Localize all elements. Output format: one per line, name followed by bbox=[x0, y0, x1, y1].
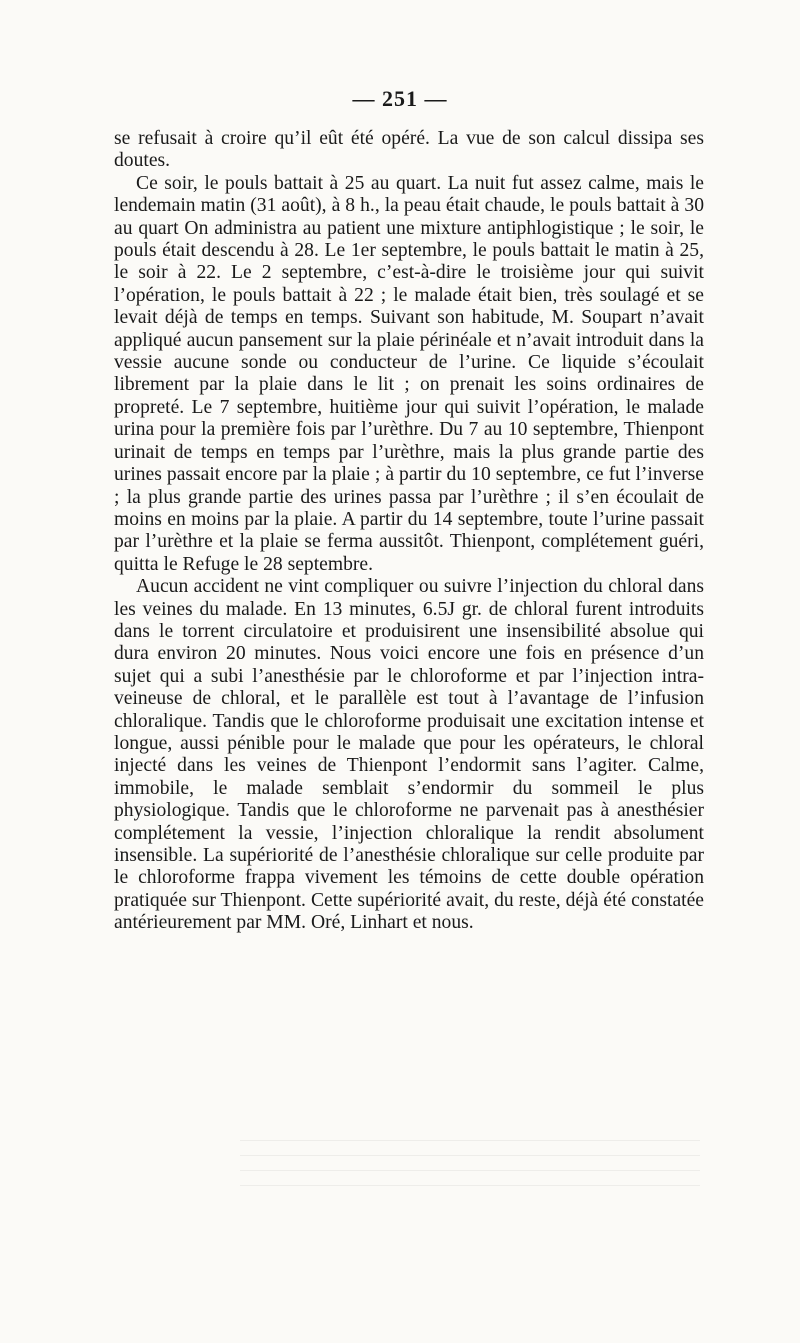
paragraph-1: se refusait à croire qu’il eût été opéré. La vue de son calcul dissipa ses doutes. bbox=[114, 128, 704, 172]
body-text bbox=[114, 128, 704, 935]
show-through-bleed bbox=[240, 1130, 700, 1200]
paragraph-2: Ce soir, le pouls battait à 25 au quart. La nuit fut assez calme, mais le lendemain matin (31 août), à 8 h., la peau était chaude, le pouls battait à 30 au quart On administra au patient une mixture antiphlogistique ; le soir, le pouls était descendu à 28. Le 1er septembre, le pouls battait le matin à 25, le soir à 22. Le 2 septembre, c’est-à-dire le troisième jour qui suivit l’opération, le pouls battait à 22 ; le malade était bien, très soulagé et se levait déjà de temps en temps. Suivant son habitude, M. Soupart n’avait appliqué aucun pansement sur la plaie périnéale et n’avait introduit dans la vessie aucune sonde ou conducteur de l’urine. Ce liquide s’écoulait librement par la plaie dans le lit ; on prenait les soins ordinaires de propreté. Le 7 septembre, huitième jour qui suivit l’opération, le malade urina pour la première fois par l’urèthre. Du 7 au 10 septembre, Thienpont urinait de temps en temps par l’urèthre, mais la plus grande partie des urines passait encore par la plaie ; à partir du 10 septembre, ce fut l’inverse ; la plus grande partie des urines passa par l’urèthre ; il s’en écoulait de moins en moins par la plaie. A partir du 14 septembre, toute l’urine passait par l’urèthre et la plaie se ferma aussitôt. Thienpont, complétement guéri, quitta le Refuge le 28 septembre. bbox=[114, 172, 704, 575]
page-number: — 251 — bbox=[352, 86, 448, 111]
paragraph-3: Aucun accident ne vint compliquer ou suivre l’injection du chloral dans les veines du malade. En 13 minutes, 6.5J gr. de chloral furent introduits dans le torrent circulatoire et produisirent une insensibilité absolue qui dura environ 20 minutes. Nous voici encore une fois en présence d’un sujet qui a subi l’anesthésie par le chloroforme et par l’injection intra-veineuse de chloral, et le parallèle est tout à l’avantage de l’infusion chloralique. Tandis que le chloroforme produisait une excitation intense et longue, aussi pénible pour le malade que pour les opérateurs, le chloral injecté dans les veines de Thienpont l’endormit sans l’agiter. Calme, immobile, le malade semblait s’endormir du sommeil le plus physiologique. Tandis que le chloroforme ne parvenait pas à anesthésier complétement la vessie, l’injection chloralique la rendit absolument insensible. La supériorité de l’anesthésie chloralique sur celle produite par le chloroforme frappa vivement les témoins de cette double opération pratiquée sur Thienpont. Cette supériorité avait, du reste, déjà été constatée antérieurement par MM. Oré, Linhart et nous. bbox=[114, 576, 704, 934]
